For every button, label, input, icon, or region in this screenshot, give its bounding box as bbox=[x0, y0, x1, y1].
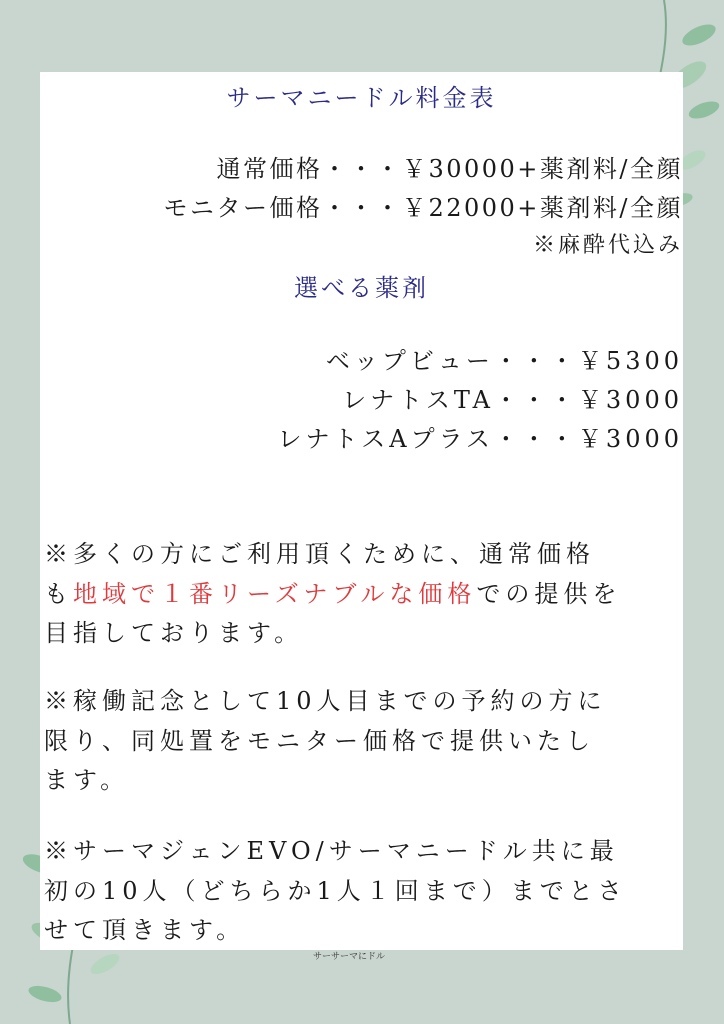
notice-line: 初の10人（どちらか1人１回まで）までとさ bbox=[44, 876, 627, 905]
notice-line: ※サーマジェンEVO/サーマニードル共に最 bbox=[44, 837, 619, 865]
price-list bbox=[163, 150, 683, 264]
drug-item-renatos-aplus: レナトスAプラス・・・￥3000 bbox=[277, 425, 683, 453]
drug-item-bepvew: ベップビュー・・・￥5300 bbox=[325, 347, 683, 375]
notice-line: 限り、同処置をモニター価格で提供いたし bbox=[44, 726, 595, 755]
notice-line: ※稼働記念として10人目までの予約の方に bbox=[44, 687, 607, 715]
notice-line: せて頂きます。 bbox=[44, 916, 246, 944]
monitor-price: モニター価格・・・￥22000+薬剤料/全顔 bbox=[163, 194, 683, 222]
drug-item-renatos-ta: レナトスTA・・・￥3000 bbox=[342, 386, 683, 414]
drug-list bbox=[278, 342, 683, 459]
regular-price: 通常価格・・・￥30000+薬剤料/全顔 bbox=[216, 155, 683, 183]
highlight-text: 地域で１番リーズナブルな価格 bbox=[73, 579, 477, 608]
notice-line: 目指しております。 bbox=[44, 619, 304, 647]
footer-label: サーサーマにドル bbox=[313, 952, 386, 962]
notice-launch-campaign bbox=[44, 682, 684, 801]
notice-text: も bbox=[44, 579, 73, 608]
drug-section-title: 選べる薬剤 bbox=[294, 274, 429, 302]
price-card bbox=[40, 72, 683, 950]
page-title: サーマニードル料金表 bbox=[226, 84, 497, 112]
notice-line: ※多くの方にご利用頂くために、通常価格 bbox=[44, 540, 595, 568]
notice-line bbox=[44, 575, 684, 615]
notice-line: ます。 bbox=[44, 766, 130, 794]
anesthesia-note: ※麻酔代込み bbox=[532, 233, 683, 258]
notice-first-ten bbox=[44, 832, 684, 951]
notice-reasonable-price bbox=[44, 535, 684, 654]
notice-text: での提供を bbox=[476, 579, 622, 608]
